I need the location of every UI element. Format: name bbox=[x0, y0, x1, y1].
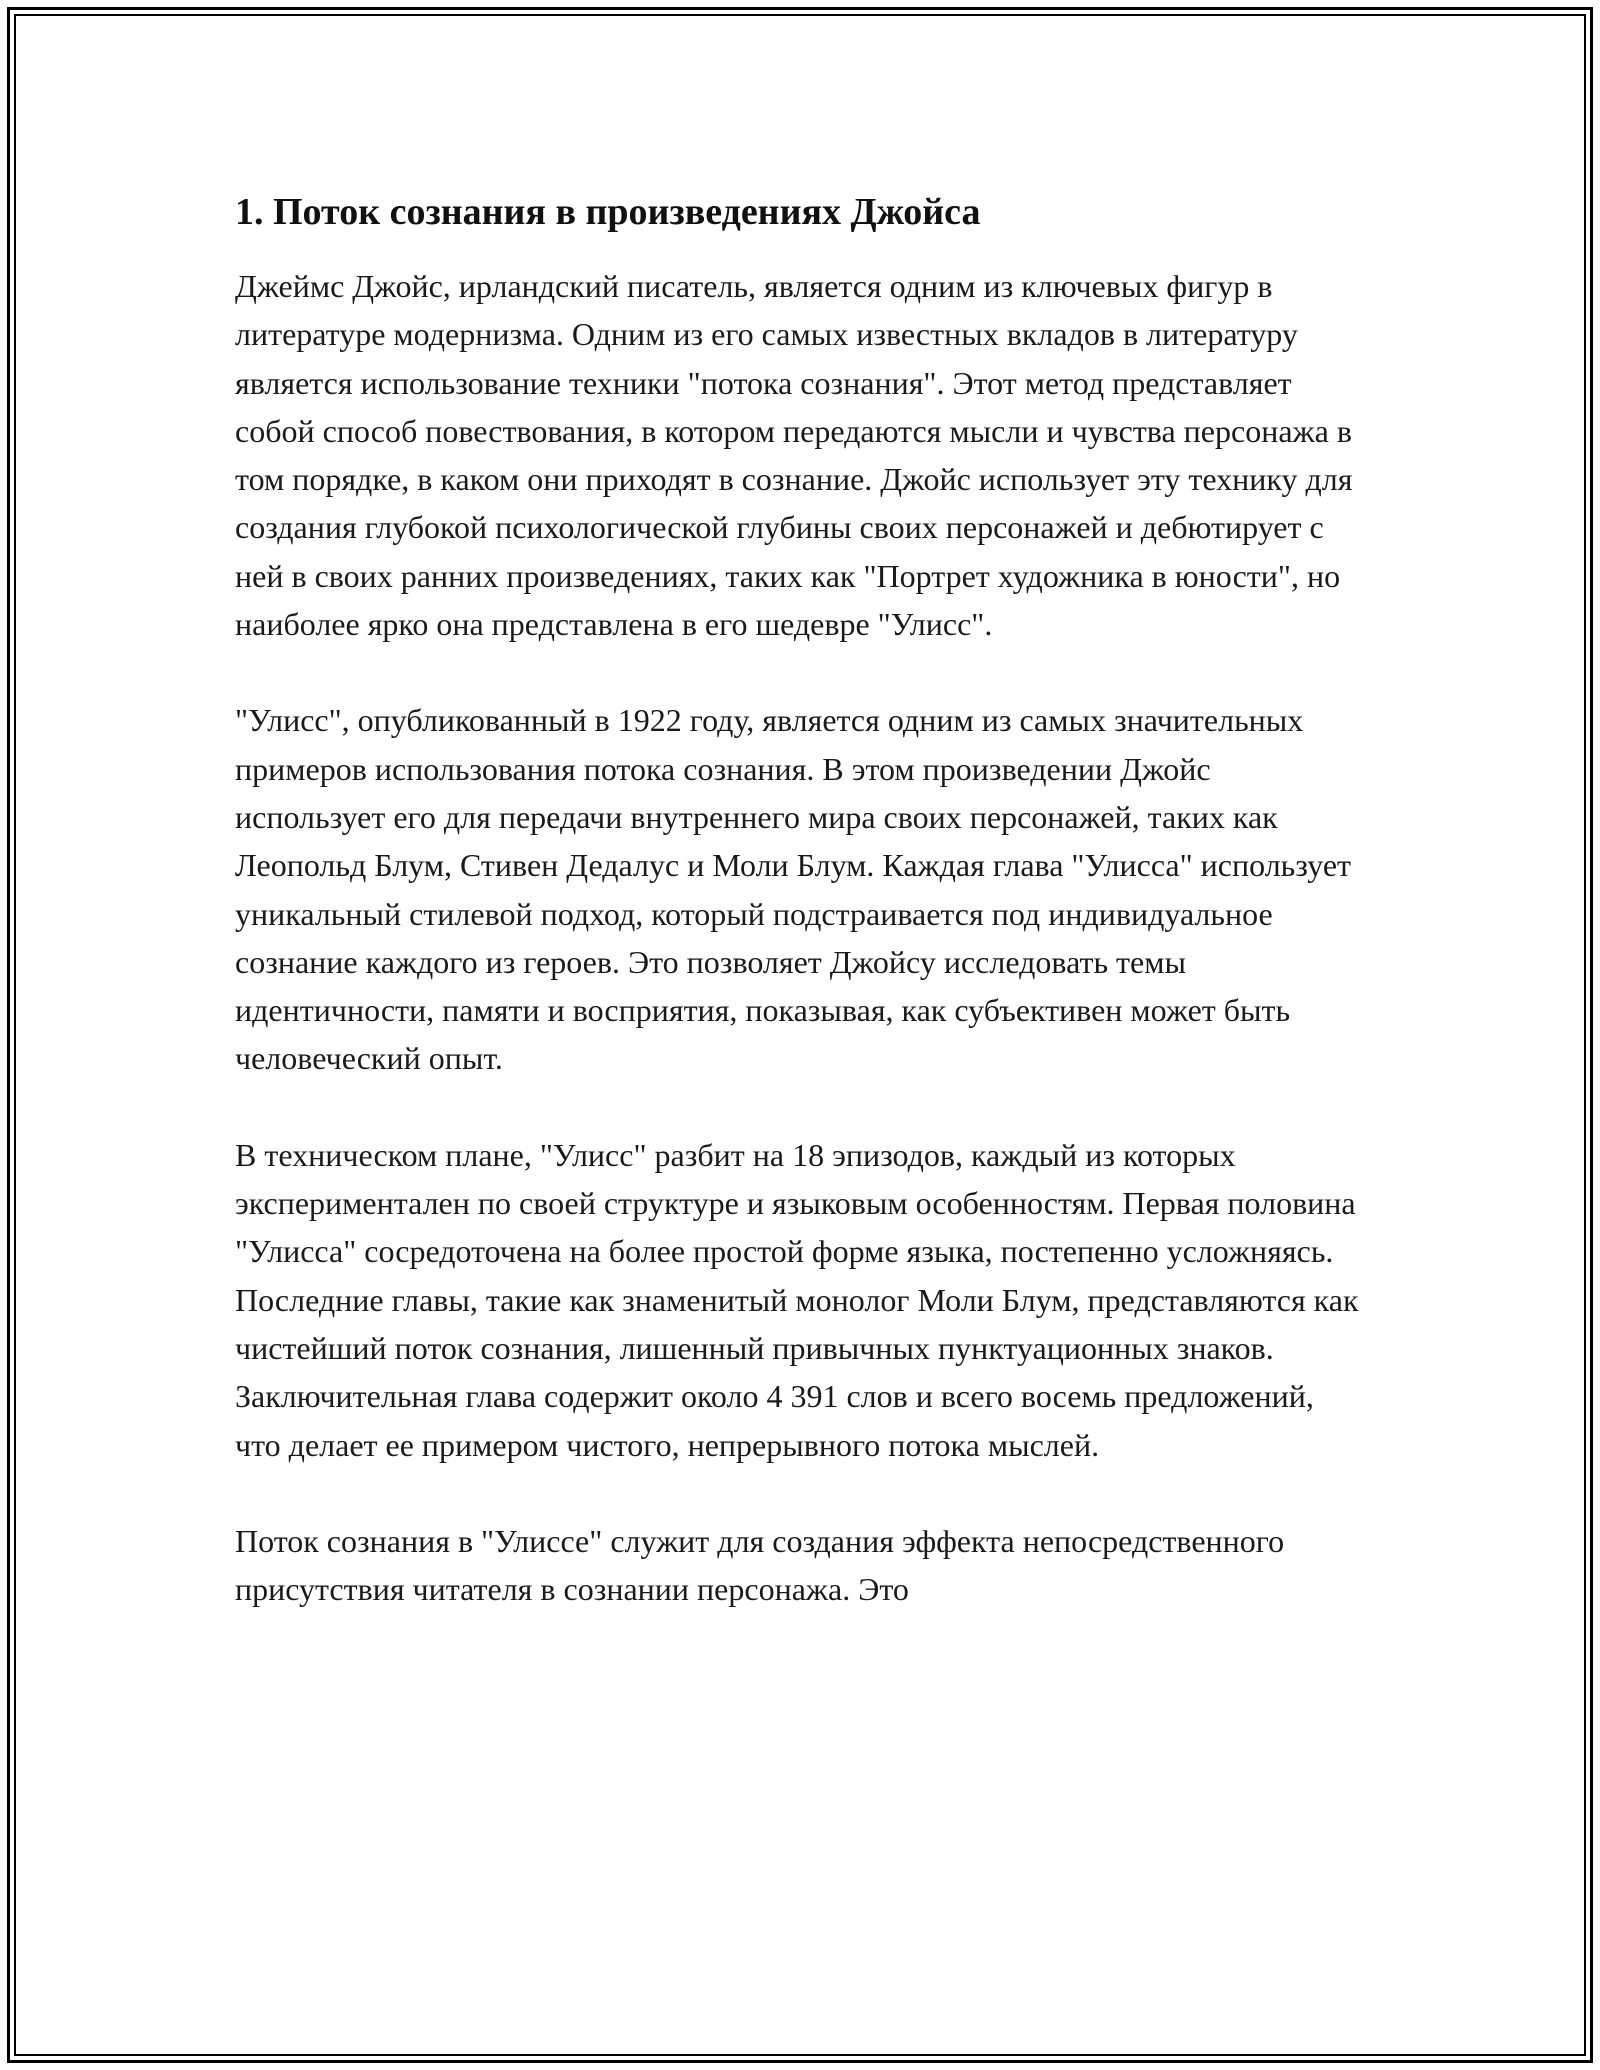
document-body bbox=[235, 188, 1365, 1613]
paragraph-2: "Улисс", опубликованный в 1922 году, является одним из самых значительных примеров использования потока сознания. В этом произведении Джойс использует его для передачи внутреннего мира своих персонажей, таких как Леопольд Блум, Стивен Дедалус и Моли Блум. Каждая глава "Улисса" использует уникальный стилевой подход, который подстраивается под индивидуальное сознание каждого из героев. Это позволяет Джойсу исследовать темы идентичности, памяти и восприятия, показывая, как субъективен может быть человеческий опыт. bbox=[235, 702, 1351, 1077]
paragraph-4: Поток сознания в "Улиссе" служит для создания эффекта непосредственного присутствия читателя в сознании персонажа. Это bbox=[235, 1522, 1285, 1608]
section-heading: 1. Поток сознания в произведениях Джойса bbox=[235, 191, 981, 233]
paragraph-3: В техническом плане, "Улисс" разбит на 18 эпизодов, каждый из которых экспериментален по своей структуре и языковым особенностям. Первая половина "Улисса" сосредоточена на более простой форме языка, постепенно усложняясь. Последние главы, такие как знаменитый монолог Моли Блум, представляются как чистейший поток сознания, лишенный привычных пунктуационных знаков. Заключительная глава содержит около 4 391 слов и всего восемь предложений, что делает ее примером чистого, непрерывного потока мыслей. bbox=[235, 1136, 1359, 1463]
paragraph-1: Джеймс Джойс, ирландский писатель, является одним из ключевых фигур в литературе модернизма. Одним из его самых известных вкладов в литературу является использование техники "потока сознания". Этот метод представляет собой способ повествования, в котором передаются мысли и чувства персонажа в том порядке, в каком они приходят в сознание. Джойс использует эту технику для создания глубокой психологической глубины своих персонажей и дебютирует с ней в своих ранних произведениях, таких как "Портрет художника в юности", но наиболее ярко она представлена в его шедевре "Улисс". bbox=[235, 268, 1353, 643]
